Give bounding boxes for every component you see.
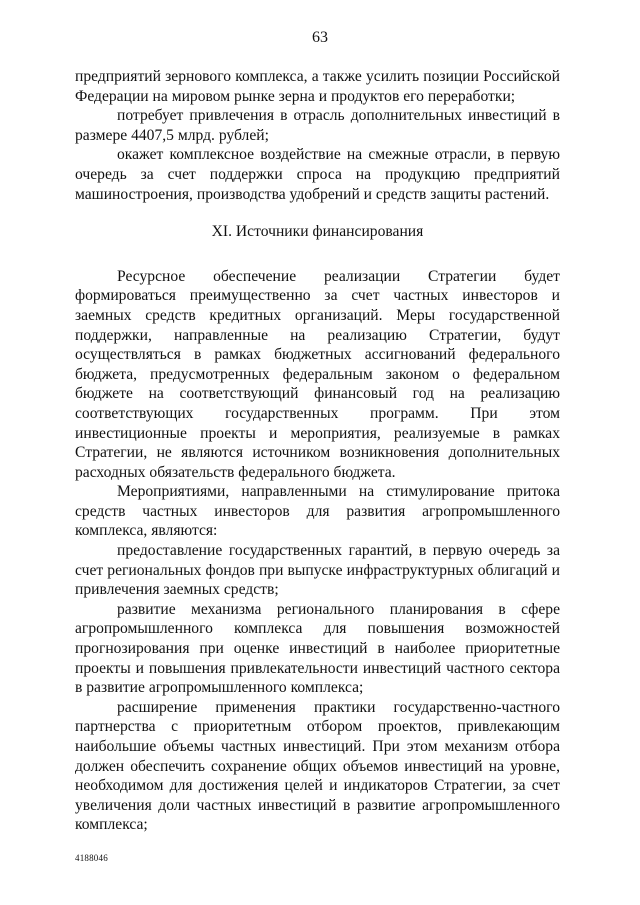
document-body [75, 67, 560, 835]
page-number: 63 [312, 29, 328, 46]
list-item-regional-planning: развитие механизма регионального планирования в сфере агропромышленного комплекса для повышения возможностей прогнозирования при оценке инвестиций в наиболее приоритетные проекты и повышения привлекательности инвестиций частного сектора в развитие агропромышленного комплекса; [75, 600, 560, 697]
paragraph-measures-intro: Мероприятиями, направленными на стимулирование притока средств частных инвесторов для развития агропромышленного комплекса, являются: [75, 483, 560, 540]
document-code: 4188046 [75, 853, 108, 863]
paragraph-continuation: предприятий зернового комплекса, а также усилить позиции Российской Федерации на мировом рынке зерна и продуктов его переработки; [75, 68, 560, 105]
section-heading: XI. Источники финансирования [211, 223, 424, 241]
paragraph-investment: потребует привлечения в отрасль дополнительных инвестиций в размере 4407,5 млрд. рублей; [75, 107, 560, 144]
paragraph-resource-provision: Ресурсное обеспечение реализации Стратегии будет формироваться преимущественно за счет частных инвесторов и заемных средств кредитных организаций. Меры государственной поддержки, направленные на реализацию Стратегии, будут осуществляться в рамках бюджетных ассигнований федерального бюджета, предусмотренных федеральным законом о федеральном бюджете на соответствующий финансовый год на реализацию соответствующих государственных программ. При этом инвестиционные проекты и мероприятия, реализуемые в рамках Стратегии, не являются источником возникновения дополнительных расходных обязательств федерального бюджета. [75, 267, 560, 481]
paragraph-related-industries: окажет комплексное воздействие на смежные отрасли, в первую очередь за счет поддержки спроса на продукцию предприятий машиностроения, производства удобрений и средств защиты растений. [75, 146, 560, 203]
list-item-state-guarantees: предоставление государственных гарантий, в первую очередь за счет региональных фондов при выпуске инфраструктурных облигаций и привлечения заемных средств; [75, 542, 560, 599]
list-item-public-private-partnership: расширение применения практики государственно-частного партнерства с приоритетным отбором проектов, привлекающим наибольшие объемы частных инвестиций. При этом механизм отбора должен обеспечить сохранение общих объемов инвестиций на уровне, необходимом для достижения целей и индикаторов Стратегии, за счет увеличения доли частных инвестиций в развитие агропромышленного комплекса; [75, 698, 560, 834]
